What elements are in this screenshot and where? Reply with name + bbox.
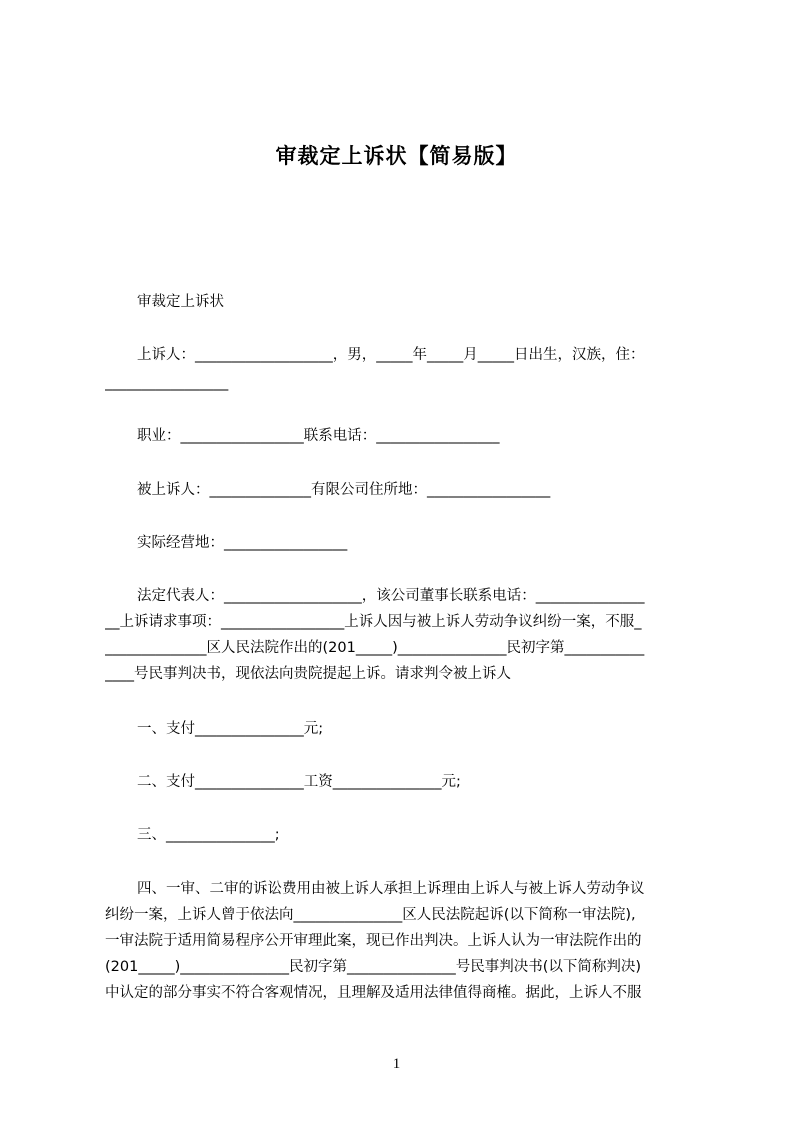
business-address-line: 实际经营地：_________________ xyxy=(137,535,348,551)
judgment-number-line: ____号民事判决书，现依法向贵院提起上诉。请求判令被上诉人 xyxy=(105,666,511,682)
appeal-reason-line-4: (201_____)_______________民初字第_______________号民事判决书(以下简称判决) xyxy=(105,959,642,975)
appellee-line: 被上诉人：______________有限公司住所地：_________________ xyxy=(137,482,551,498)
appellant-line: 上诉人：___________________，男，_____年_____月_____日出生，汉族，住： xyxy=(137,347,645,363)
page-number: 1 xyxy=(392,1056,401,1072)
request-item-1: 一、支付_______________元; xyxy=(137,721,324,737)
request-item-2: 二、支付_______________工资_______________元; xyxy=(137,774,461,790)
appeal-reason-line-2: 纠纷一案，上诉人曾于依法向_______________区人民法院起诉(以下简称一审法院), xyxy=(105,907,636,923)
document-title: 审裁定上诉状【简易版】 xyxy=(275,144,518,168)
appeal-reason-line-3: 一审法院于适用简易程序公开审理此案，现已作出判决。上诉人认为一审法院作出的 xyxy=(105,933,642,949)
occupation-phone-line: 职业：_________________联系电话：_________________ xyxy=(137,428,500,444)
legal-representative-line: 法定代表人：___________________，该公司董事长联系电话：_______________ xyxy=(137,588,645,604)
document-heading: 审裁定上诉状 xyxy=(137,294,224,310)
appeal-reason-line-5: 中认定的部分事实不符合客观情况，且理解及适用法律值得商榷。据此，上诉人不服 xyxy=(105,985,642,1001)
request-item-3: 三、_______________; xyxy=(137,827,280,843)
appeal-reason-line-1: 四、一审、二审的诉讼费用由被上诉人承担上诉理由上诉人与被上诉人劳动争议 xyxy=(137,881,645,897)
court-judgment-line: ______________区人民法院作出的(201_____)_______________民初字第___________ xyxy=(105,640,645,656)
appellant-address-line: _________________ xyxy=(105,375,229,391)
appeal-request-line: __上诉请求事项：_________________上诉人因与被上诉人劳动争议纠纷一案，不服_ xyxy=(105,614,642,630)
